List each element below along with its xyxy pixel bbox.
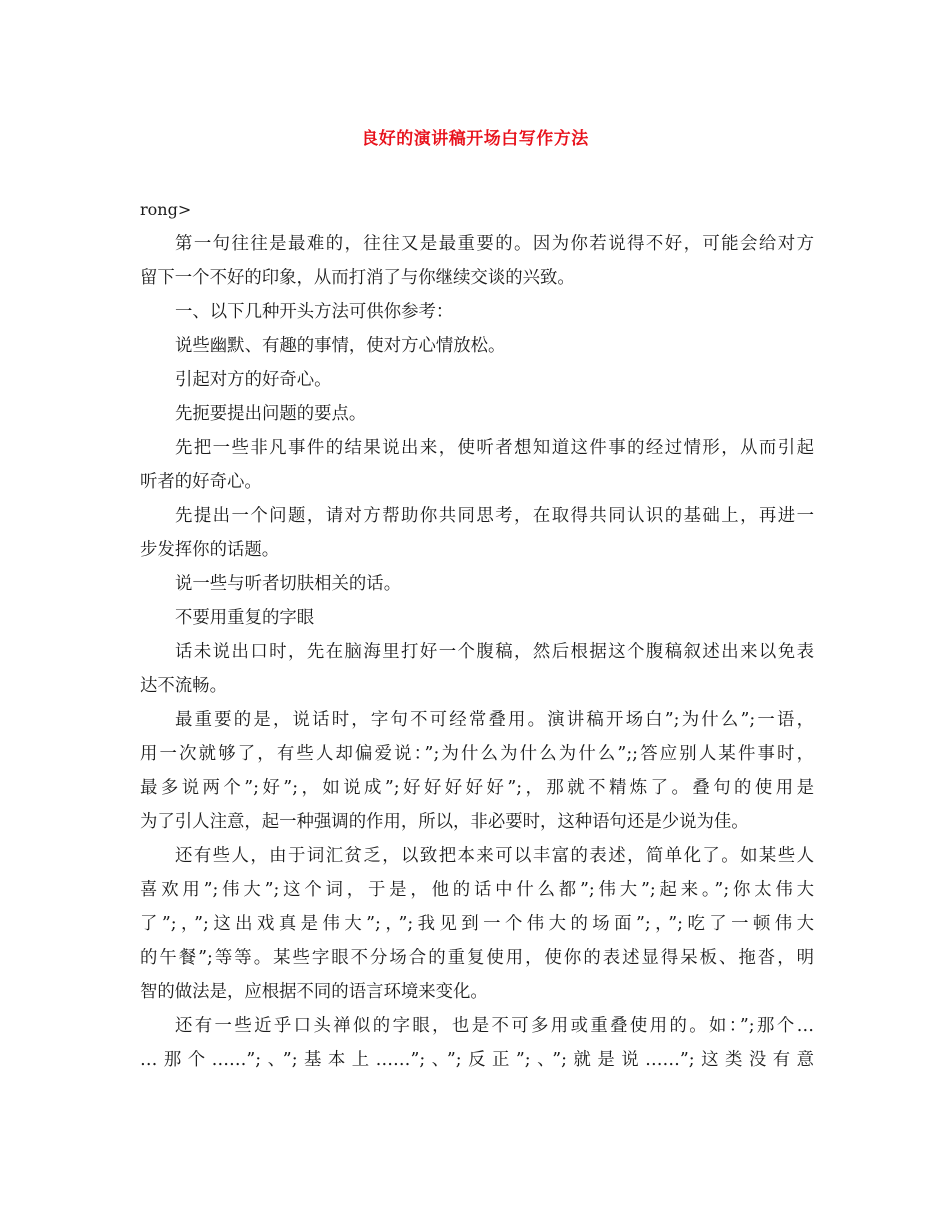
text-line: 说些幽默、有趣的事情，使对方心情放松。 bbox=[175, 336, 506, 356]
text-line: 留下一个不好的印象，从而打消了与你继续交谈的兴致。 bbox=[140, 268, 575, 288]
text-line: 用一次就够了，有些人却偏爱说：”;为什么为什么为什么”;;答应别人某件事时， bbox=[140, 744, 814, 764]
text-line: 第一句往往是最难的，往往又是最重要的。因为你若说得不好，可能会给对方 bbox=[175, 234, 814, 254]
text-line: 喜欢用”;伟大”;这个词，于是，他的话中什么都”;伟大”;起来。”;你太伟大 bbox=[140, 880, 814, 900]
text-line: 还有一些近乎口头禅似的字眼，也是不可多用或重叠使用的。如：”;那个… bbox=[175, 1016, 814, 1036]
text-line: 先扼要提出问题的要点。 bbox=[175, 404, 367, 424]
text-line: 最多说两个”;好”;，如说成”;好好好好好”;，那就不精炼了。叠句的使用是 bbox=[140, 778, 814, 798]
text-line: 达不流畅。 bbox=[140, 676, 227, 696]
text-line: 为了引人注意，起一种强调的作用，所以，非必要时，这种语句还是少说为佳。 bbox=[140, 812, 749, 832]
text-line: 听者的好奇心。 bbox=[140, 472, 262, 492]
text-line: 说一些与听者切肤相关的话。 bbox=[175, 574, 402, 594]
text-line: rong> bbox=[140, 200, 192, 219]
text-line: 先提出一个问题，请对方帮助你共同思考，在取得共同认识的基础上，再进一 bbox=[175, 506, 814, 526]
text-line: 最重要的是，说话时，字句不可经常叠用。演讲稿开场白”;为什么”;一语， bbox=[175, 710, 814, 730]
text-line: 引起对方的好奇心。 bbox=[175, 370, 332, 390]
document-body bbox=[140, 193, 814, 1077]
text-line: 不要用重复的字眼 bbox=[175, 608, 315, 628]
text-line: …那个……”;、”;基本上……”;、”;反正”;、”;就是说……”;这类没有意 bbox=[140, 1050, 814, 1070]
text-line: 智的做法是，应根据不同的语言环境来变化。 bbox=[140, 982, 488, 1002]
document-title: 良好的演讲稿开场白写作方法 bbox=[361, 129, 589, 149]
text-line: 还有些人，由于词汇贫乏，以致把本来可以丰富的表述，简单化了。如某些人 bbox=[175, 846, 814, 866]
text-line: 了”;，”;这出戏真是伟大”;，”;我见到一个伟大的场面”;，”;吃了一顿伟大 bbox=[140, 914, 814, 934]
text-line: 一、以下几种开头方法可供你参考： bbox=[175, 302, 454, 322]
text-line: 话未说出口时，先在脑海里打好一个腹稿，然后根据这个腹稿叙述出来以免表 bbox=[175, 642, 814, 662]
text-line: 先把一些非凡事件的结果说出来，使听者想知道这件事的经过情形，从而引起 bbox=[175, 438, 814, 458]
text-line: 的午餐”;等等。某些字眼不分场合的重复使用，使你的表述显得呆板、拖沓，明 bbox=[140, 948, 814, 968]
text-line: 步发挥你的话题。 bbox=[140, 540, 280, 560]
